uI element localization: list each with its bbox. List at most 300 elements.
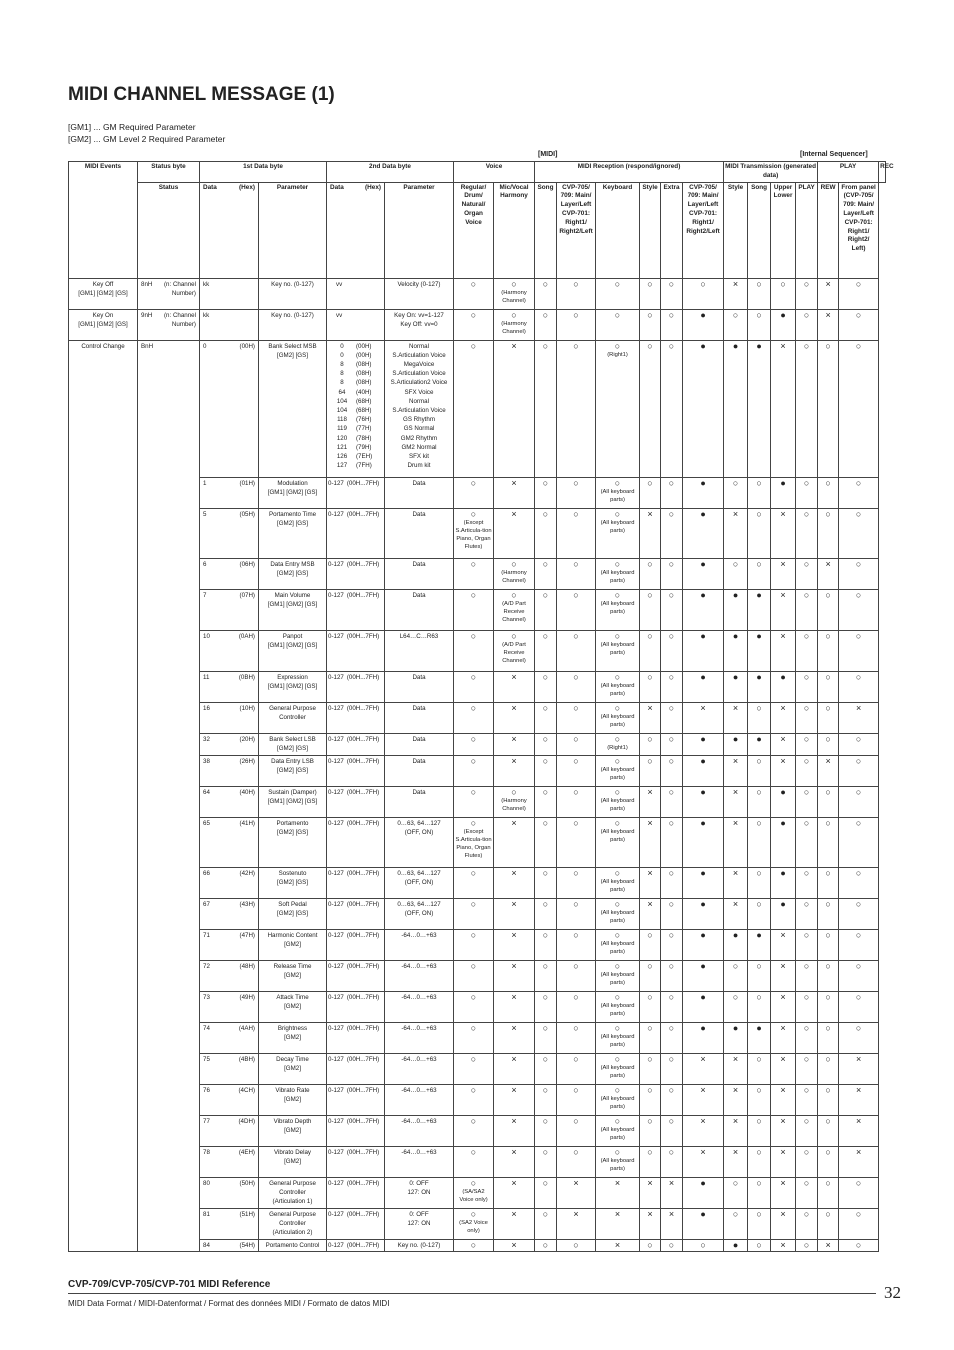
bank-row: [328, 397, 383, 406]
rx-extra-symbol: ○: [668, 340, 675, 351]
rx-keyboard-cell: [596, 1239, 640, 1251]
rx-extra-cell: [661, 960, 683, 991]
tx-cvp-cell: [683, 477, 724, 508]
tx-style-symbol: ●: [732, 671, 739, 682]
rx-keyboard-symbol: ○: [614, 309, 621, 320]
rx-keyboard-note: (All keyboard parts): [600, 909, 635, 924]
rew-cell: [818, 1208, 839, 1239]
tx-song-symbol: ○: [756, 786, 762, 797]
tx-upper-lower-cell: [771, 558, 796, 589]
rec-from-panel-cell: [839, 702, 879, 733]
rec-from-panel-cell: [839, 477, 879, 508]
rx-cvp-symbol: ○: [573, 702, 579, 713]
rx-extra-cell: [661, 589, 683, 630]
rx-cvp-symbol: ○: [573, 508, 579, 519]
rx-keyboard-symbol: ×: [614, 1208, 621, 1219]
data2-wrap: [328, 280, 383, 289]
data1-hex: (51H): [239, 1210, 255, 1218]
mic-vocal-harmony-note: (Harmony Channel): [501, 569, 527, 584]
header-play: PLAY: [818, 162, 879, 183]
data1-wrap: [201, 788, 257, 797]
data1-wrap: [201, 735, 257, 744]
rx-style-symbol: ○: [647, 309, 653, 320]
rx-keyboard-note: (All keyboard parts): [600, 1126, 635, 1141]
tx-style-cell: [724, 1022, 748, 1053]
rx-extra-cell: [661, 1053, 683, 1084]
bank-value: 126: [336, 453, 348, 461]
regular-voice-cell: [454, 340, 494, 477]
data2-cell: [327, 786, 385, 817]
data2-wrap: [328, 673, 383, 682]
bank-row: [328, 434, 383, 443]
data2-value: 0-127: [328, 1210, 344, 1218]
regular-voice-symbol: ○: [470, 817, 477, 828]
rx-extra-symbol: ○: [668, 278, 675, 289]
rec-from-panel-symbol: ×: [855, 702, 862, 713]
rx-extra-symbol: ○: [668, 1022, 675, 1033]
rec-from-panel-symbol: ○: [855, 278, 862, 289]
tx-cvp-symbol: ●: [700, 929, 706, 940]
data1-cell: [200, 1239, 259, 1251]
data1-cell: [200, 786, 259, 817]
data1-value: 66: [203, 869, 210, 877]
play-symbol: ○: [803, 589, 810, 600]
status-note: (n: Channel Number): [164, 280, 196, 297]
play-symbol: ○: [803, 477, 810, 488]
tx-cvp-symbol: ●: [700, 1177, 706, 1188]
bank-row: [328, 360, 383, 369]
rx-cvp-cell: [557, 558, 596, 589]
data1-cell: [200, 960, 259, 991]
data1-cell: [200, 733, 259, 755]
rx-cvp-symbol: ○: [573, 477, 579, 488]
regular-voice-symbol: ○: [470, 991, 477, 1002]
tx-song-cell: [748, 1208, 771, 1239]
midi-event: Control Change: [81, 342, 125, 350]
header-rec-from-panel: From panel (CVP-705/ 709: Main/ Layer/Left CVP-701: Right1/ Right2/ Left): [839, 182, 879, 278]
tx-style-symbol: ×: [732, 702, 739, 713]
tx-upper-lower-symbol: ×: [780, 630, 786, 641]
tx-style-cell: [724, 817, 748, 867]
rx-style-symbol: ×: [647, 1177, 653, 1188]
rx-cvp-cell: [557, 733, 596, 755]
tx-upper-lower-symbol: ●: [780, 867, 786, 878]
param1-cell: [259, 278, 327, 309]
rx-cvp-symbol: ○: [573, 340, 579, 351]
data2-hex: (00H...7FH): [346, 1210, 380, 1218]
rx-extra-symbol: ○: [668, 477, 675, 488]
tx-song-cell: [748, 702, 771, 733]
tx-song-cell: [748, 733, 771, 755]
tx-song-symbol: ○: [756, 817, 762, 828]
rew-symbol: ○: [825, 508, 831, 519]
play-cell: [796, 630, 818, 671]
rx-extra-symbol: ○: [668, 671, 675, 682]
bank-names-cell: [385, 340, 454, 477]
bank-row: [328, 406, 383, 415]
rx-cvp-cell: [557, 786, 596, 817]
mic-vocal-harmony-symbol: ×: [511, 671, 517, 682]
tx-style-cell: [724, 786, 748, 817]
rec-from-panel-symbol: ○: [855, 309, 862, 320]
header-status: Status: [138, 182, 200, 278]
data2-cell: [327, 733, 385, 755]
tx-upper-lower-cell: [771, 477, 796, 508]
param2-text: -64…0…+63: [401, 1148, 437, 1156]
tx-song-cell: [748, 867, 771, 898]
data1-value: 77: [203, 1117, 210, 1125]
data2-hex: (00H...7FH): [346, 673, 380, 681]
data1-wrap: [201, 819, 257, 828]
data1-wrap: [201, 900, 257, 909]
rx-cvp-symbol: ×: [573, 1177, 579, 1188]
rx-extra-cell: [661, 817, 683, 867]
data1-value: kk: [203, 311, 210, 319]
footer-subtitle: MIDI Data Format / MIDI-Datenformat / Format des données MIDI / Formato de datos MIDI: [68, 1299, 390, 1308]
bank-name: Normal: [409, 397, 429, 405]
bank-value: 118: [337, 416, 347, 424]
data1-value: 76: [203, 1086, 210, 1094]
tx-upper-lower-cell: [771, 1146, 796, 1177]
mic-vocal-harmony-symbol: ○: [511, 630, 517, 641]
tx-style-cell: [724, 340, 748, 477]
rew-symbol: ○: [825, 589, 831, 600]
data1-wrap: [201, 311, 257, 320]
data2-hex: (00H...7FH): [346, 632, 380, 640]
tx-cvp-cell: [683, 991, 724, 1022]
rx-style-symbol: ○: [647, 755, 653, 766]
table-row: [69, 309, 886, 340]
rx-cvp-symbol: ○: [573, 671, 579, 682]
rx-style-symbol: ○: [647, 671, 653, 682]
tx-style-symbol: ×: [732, 508, 739, 519]
rec-from-panel-symbol: ○: [855, 960, 862, 971]
data1-value: 84: [203, 1241, 210, 1249]
rx-keyboard-symbol: ○: [614, 477, 621, 488]
play-cell: [796, 1022, 818, 1053]
rew-symbol: ○: [825, 1115, 831, 1126]
bank-name: S.Articulation Voice: [392, 351, 446, 359]
rx-style-cell: [640, 755, 661, 786]
param1-cell: [259, 558, 327, 589]
param2-text: 0…63, 64…127 (OFF, ON): [397, 819, 441, 836]
play-symbol: ○: [803, 733, 810, 744]
tx-cvp-symbol: ○: [700, 278, 706, 289]
param1-cell: [259, 1084, 327, 1115]
header-reception-song: Song: [535, 182, 557, 278]
data1-cell: [200, 1022, 259, 1053]
bank-hex: (76H): [356, 416, 372, 424]
tx-cvp-cell: [683, 702, 724, 733]
data1-hex: (10H): [239, 704, 255, 712]
bank-hex: (00H): [356, 342, 372, 350]
regular-voice-symbol: ○: [470, 702, 477, 713]
regular-voice-symbol: ○: [470, 1208, 477, 1219]
rx-extra-cell: [661, 898, 683, 929]
bank-name: S.Articulation2 Voice: [390, 379, 448, 387]
rx-cvp-symbol: ○: [573, 898, 579, 909]
data1-wrap: [201, 1086, 257, 1095]
tx-cvp-symbol: ●: [700, 898, 706, 909]
regular-voice-symbol: ○: [470, 929, 477, 940]
tx-cvp-cell: [683, 309, 724, 340]
rx-style-symbol: ○: [647, 630, 653, 641]
rx-keyboard-note: (All keyboard parts): [600, 1064, 635, 1079]
mic-vocal-harmony-symbol: ×: [511, 508, 517, 519]
rx-song-cell: [535, 960, 557, 991]
rx-song-symbol: ○: [542, 733, 549, 744]
tx-song-cell: [748, 755, 771, 786]
rec-from-panel-cell: [839, 558, 879, 589]
rec-from-panel-symbol: ○: [855, 755, 862, 766]
status-cell: [138, 309, 200, 340]
header-parameter-1: Parameter: [259, 182, 327, 278]
param1-text: Brightness [GM2]: [277, 1024, 308, 1041]
header-play-play: PLAY: [796, 182, 818, 278]
rx-song-symbol: ○: [542, 1239, 549, 1250]
tx-cvp-cell: [683, 929, 724, 960]
tx-cvp-cell: [683, 1177, 724, 1208]
rew-symbol: ○: [825, 1053, 831, 1064]
rx-style-symbol: ○: [647, 1115, 653, 1126]
param2-cell: [385, 278, 454, 309]
rx-style-symbol: ○: [647, 929, 653, 940]
tx-song-symbol: ○: [756, 1115, 762, 1126]
tx-style-symbol: ×: [732, 1146, 739, 1157]
play-symbol: ○: [803, 1084, 810, 1095]
data2-value: 0-127: [328, 1179, 344, 1187]
tx-cvp-symbol: ●: [700, 477, 706, 488]
rx-extra-symbol: ○: [668, 1115, 675, 1126]
header-mic-vocal-harmony: Mic/Vocal Harmony: [494, 182, 535, 278]
rec-from-panel-cell: [839, 278, 879, 309]
tx-cvp-cell: [683, 898, 724, 929]
rew-cell: [818, 702, 839, 733]
play-cell: [796, 929, 818, 960]
tx-style-symbol: ○: [732, 1208, 739, 1219]
rew-cell: [818, 477, 839, 508]
play-cell: [796, 786, 818, 817]
data1-wrap: [201, 962, 257, 971]
tx-song-symbol: ○: [756, 1146, 762, 1157]
play-cell: [796, 1084, 818, 1115]
rx-song-cell: [535, 786, 557, 817]
tx-upper-lower-symbol: ×: [780, 1146, 786, 1157]
regular-voice-symbol: ○: [470, 630, 477, 641]
tx-cvp-cell: [683, 733, 724, 755]
data2-wrap: [328, 1117, 383, 1126]
mic-vocal-harmony-cell: [494, 1115, 535, 1146]
tx-song-symbol: ○: [756, 898, 762, 909]
rx-cvp-cell: [557, 630, 596, 671]
rx-keyboard-note: (All keyboard parts): [600, 488, 635, 503]
mic-vocal-harmony-symbol: ×: [511, 817, 517, 828]
data1-value: 1: [203, 479, 207, 487]
bank-name: GS Rhythm: [403, 416, 435, 424]
data2-cell: [327, 1208, 385, 1239]
data1-value: 71: [203, 931, 210, 939]
rx-style-cell: [640, 558, 661, 589]
tx-upper-lower-cell: [771, 309, 796, 340]
rx-keyboard-note: (All keyboard parts): [600, 797, 635, 812]
rx-keyboard-note: (All keyboard parts): [600, 569, 635, 584]
rx-style-symbol: ×: [647, 1208, 653, 1219]
play-symbol: ○: [803, 817, 810, 828]
rx-style-cell: [640, 309, 661, 340]
tx-style-cell: [724, 1115, 748, 1146]
play-cell: [796, 309, 818, 340]
data1-cell: [200, 867, 259, 898]
data2-cell: [327, 589, 385, 630]
tx-song-symbol: ○: [756, 477, 762, 488]
play-cell: [796, 1177, 818, 1208]
rew-cell: [818, 867, 839, 898]
rec-from-panel-cell: [839, 309, 879, 340]
rew-cell: [818, 1239, 839, 1251]
tx-style-symbol: ○: [732, 558, 739, 569]
mic-vocal-harmony-symbol: ×: [511, 755, 517, 766]
tx-cvp-symbol: ●: [700, 1208, 706, 1219]
page-title: MIDI CHANNEL MESSAGE (1): [68, 84, 335, 105]
data1-hex: (4EH): [238, 1148, 255, 1156]
tx-upper-lower-cell: [771, 929, 796, 960]
midi-event: Key On [GM1] [GM2] [GS]: [78, 311, 128, 328]
data1-wrap: [201, 591, 257, 600]
mic-vocal-harmony-symbol: ×: [511, 960, 517, 971]
rx-keyboard-symbol: ○: [614, 817, 621, 828]
tx-song-symbol: ○: [756, 1053, 762, 1064]
rx-style-symbol: ○: [647, 1239, 653, 1250]
tx-cvp-symbol: ×: [700, 1146, 706, 1157]
tx-song-cell: [748, 278, 771, 309]
tx-cvp-cell: [683, 1115, 724, 1146]
param1-cell: [259, 1115, 327, 1146]
rx-song-cell: [535, 755, 557, 786]
param2-cell: [385, 309, 454, 340]
tx-upper-lower-symbol: ●: [780, 786, 786, 797]
bank-hex: (78H): [356, 434, 372, 442]
tx-song-cell: [748, 1146, 771, 1177]
param2-cell: [385, 1115, 454, 1146]
rew-symbol: ×: [825, 755, 831, 766]
tx-song-cell: [748, 671, 771, 702]
regular-voice-cell: [454, 1208, 494, 1239]
bank-value: 64: [338, 388, 346, 396]
rx-song-cell: [535, 991, 557, 1022]
mic-vocal-harmony-symbol: ×: [511, 1053, 517, 1064]
bank-name: GS Normal: [403, 425, 435, 433]
param2-text: L64…C…R63: [399, 632, 439, 640]
play-cell: [796, 477, 818, 508]
tx-style-cell: [724, 733, 748, 755]
mic-vocal-harmony-cell: [494, 309, 535, 340]
rx-extra-symbol: ○: [668, 898, 675, 909]
rx-style-cell: [640, 1084, 661, 1115]
tx-upper-lower-cell: [771, 630, 796, 671]
rew-symbol: ○: [825, 817, 831, 828]
tx-upper-lower-symbol: ×: [780, 755, 786, 766]
rx-song-cell: [535, 671, 557, 702]
data1-hex: (48H): [239, 962, 255, 970]
param2-text: Data: [412, 591, 426, 599]
data1-hex: (41H): [239, 819, 255, 827]
regular-voice-cell: [454, 702, 494, 733]
regular-voice-symbol: ○: [470, 508, 477, 519]
rx-cvp-cell: [557, 309, 596, 340]
rec-from-panel-cell: [839, 1053, 879, 1084]
tx-song-cell: [748, 898, 771, 929]
tx-upper-lower-cell: [771, 278, 796, 309]
tx-upper-lower-symbol: ●: [780, 671, 786, 682]
rx-keyboard-cell: [596, 630, 640, 671]
regular-voice-cell: [454, 817, 494, 867]
rx-song-cell: [535, 867, 557, 898]
status-value: 8nH: [141, 280, 153, 288]
tx-song-cell: [748, 1022, 771, 1053]
tx-song-cell: [748, 340, 771, 477]
rx-style-cell: [640, 898, 661, 929]
header-transmission-song: Song: [748, 182, 771, 278]
tx-song-symbol: ●: [756, 589, 762, 600]
rx-keyboard-note: (All keyboard parts): [600, 641, 635, 656]
play-cell: [796, 558, 818, 589]
param1-text: Portamento Control: [265, 1241, 320, 1249]
tx-upper-lower-cell: [771, 1084, 796, 1115]
rew-cell: [818, 589, 839, 630]
rx-style-symbol: ○: [647, 558, 653, 569]
tx-style-symbol: ●: [732, 733, 739, 744]
param2-cell: [385, 1022, 454, 1053]
rew-cell: [818, 786, 839, 817]
data2-value: 0-127: [328, 900, 344, 908]
mic-vocal-harmony-symbol: ○: [511, 278, 517, 289]
tx-style-symbol: ○: [732, 1177, 739, 1188]
data2-hex: (00H...7FH): [346, 757, 380, 765]
rx-keyboard-note: (All keyboard parts): [600, 971, 635, 986]
data2-value: vv: [336, 280, 343, 288]
regular-voice-symbol: ○: [470, 1115, 477, 1126]
tx-song-cell: [748, 508, 771, 558]
tx-upper-lower-symbol: ×: [780, 558, 786, 569]
bank-hex: (00H): [356, 351, 372, 359]
data1-cell: [200, 1084, 259, 1115]
rx-keyboard-symbol: ○: [614, 1084, 621, 1095]
regular-voice-note: (SA/SA2 Voice only): [459, 1188, 488, 1203]
tx-style-symbol: ×: [732, 786, 739, 797]
header-regular-voice: Regular/ Drum/ Natural/ Organ Voice: [454, 182, 494, 278]
data1-cell: [200, 755, 259, 786]
data1-wrap: [201, 704, 257, 713]
data2-hex: (00H...7FH): [346, 1086, 380, 1094]
tx-cvp-symbol: ●: [700, 960, 706, 971]
data2-cell: [327, 960, 385, 991]
rew-symbol: ○: [825, 1022, 831, 1033]
param2-cell: [385, 1084, 454, 1115]
mic-vocal-harmony-cell: [494, 1239, 535, 1251]
data1-wrap: [201, 1148, 257, 1157]
data2-wrap: [328, 1055, 383, 1064]
tx-upper-lower-cell: [771, 1239, 796, 1251]
tx-cvp-cell: [683, 960, 724, 991]
rx-keyboard-symbol: ○: [614, 929, 621, 940]
rx-keyboard-note: (All keyboard parts): [600, 1002, 635, 1017]
rec-from-panel-cell: [839, 1177, 879, 1208]
rx-cvp-cell: [557, 589, 596, 630]
page-number: 32: [884, 1283, 901, 1302]
table-row: [69, 340, 886, 477]
data1-value: 64: [203, 788, 210, 796]
play-symbol: ○: [803, 1053, 810, 1064]
